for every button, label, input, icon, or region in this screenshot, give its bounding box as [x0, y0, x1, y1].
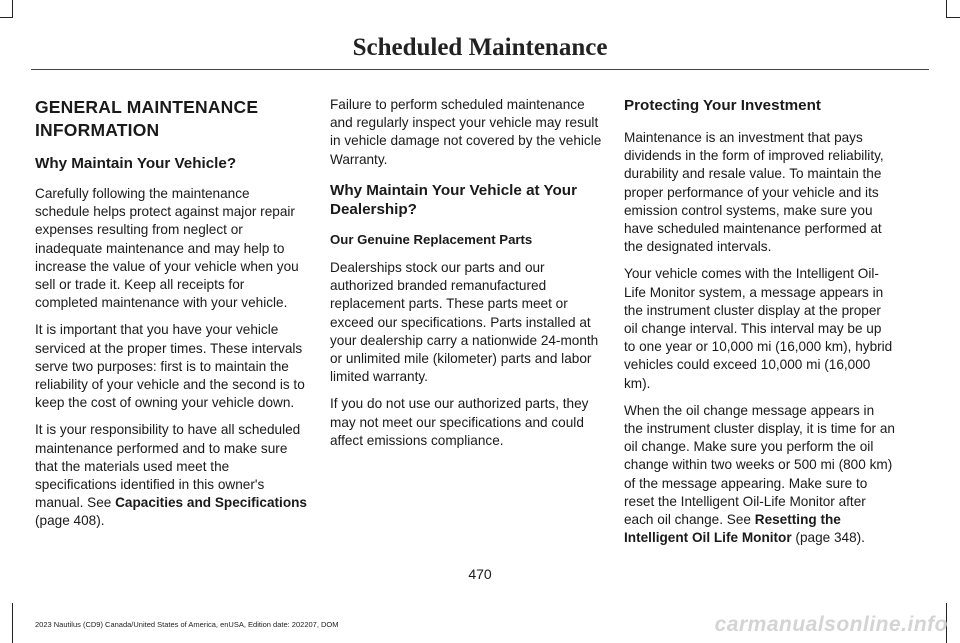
page-reference: (page 348).	[791, 530, 865, 546]
cross-reference-link[interactable]: Capacities and Specifications	[115, 495, 307, 511]
page-reference: (page 408).	[35, 513, 105, 529]
paragraph	[624, 402, 896, 548]
paragraph: Failure to perform scheduled maintenance and regularly inspect your vehicle may result in vehicle damage not covered by the vehicle Warranty.	[330, 97, 602, 167]
watermark: carmanualsonline.info	[714, 613, 948, 636]
header-divider	[31, 69, 929, 70]
crop-mark-top-right-h	[946, 17, 960, 18]
paragraph: Carefully following the maintenance schedule helps protect against major repair expenses resulting from neglect or inadequate maintenance and may help to increase the value of your vehicle when you sell or trade it. Keep all receipts for completed maintenance with your vehicle.	[35, 186, 299, 311]
page-number: 470	[468, 566, 492, 582]
paragraph: Maintenance is an investment that pays dividends in the form of improved reliability, durability and resale value. To maintain the proper performance of your vehicle and its emission control systems, make sure you have scheduled maintenance performed at the designated intervals.	[624, 130, 884, 255]
paragraph: Your vehicle comes with the Intelligent Oil-Life Monitor system, a message appears in the instrument cluster display at the proper oil change interval. This interval may be up to one year or 10,000 mi (16,000 km), hybrid vehicles could exceed 10,000 mi (16,000 km).	[624, 266, 893, 391]
crop-mark-bottom-left-v	[12, 603, 13, 643]
crop-mark-top-left-v	[12, 0, 13, 18]
cross-reference-link[interactable]: Resetting the Intelligent Oil Life Monitor	[624, 512, 841, 546]
section-heading-line2: INFORMATION	[35, 120, 160, 140]
column-middle	[330, 96, 602, 459]
paragraph: If you do not use our authorized parts, they may not meet our specifications and could affect emissions compliance.	[330, 396, 589, 448]
subheading-genuine-parts: Our Genuine Replacement Parts	[330, 231, 533, 247]
paragraph: Dealerships stock our parts and our authorized branded remanufactured replacement parts. These parts meet or exceed our specifications. Parts installed at your dealership carry a nationwide 24-month or unlimited mile (kilometer) parts and labor limited warranty.	[330, 260, 599, 385]
section-heading-line1: GENERAL MAINTENANCE	[35, 97, 259, 117]
paragraph-text: When the oil change message appears in the instrument cluster display, it is time for an oil change. Make sure you perform the oil change within two weeks or 500 mi (800 km) of the message appearing. Make sure to reset the Intelligent Oil-Life Monitor after each oil change. See	[624, 402, 895, 528]
subheading-protecting-investment: Protecting Your Investment	[624, 97, 821, 114]
paragraph	[35, 421, 307, 530]
crop-mark-top-left-h	[0, 17, 13, 18]
paragraph: It is important that you have your vehicle serviced at the proper times. These intervals serve two purposes: first is to maintain the reliability of your vehicle and the second is to keep the cost of owning your vehicle down.	[35, 322, 305, 411]
paragraph-text: It is your responsibility to have all scheduled maintenance performed and to make sure that the materials used meet the specifications identified in this owner's manual. See	[35, 422, 301, 511]
crop-mark-top-right-v	[946, 0, 947, 18]
page-header-title: Scheduled Maintenance	[352, 34, 608, 61]
column-right	[624, 96, 896, 556]
edition-footer: 2023 Nautilus (CD9) Canada/United States of America, enUSA, Edition date: 202207, DOM	[35, 620, 339, 629]
section-heading	[35, 96, 307, 142]
column-left	[35, 96, 307, 540]
subheading-why-maintain: Why Maintain Your Vehicle?	[35, 155, 237, 172]
subheading-dealership: Why Maintain Your Vehicle at Your Dealership?	[330, 181, 577, 218]
